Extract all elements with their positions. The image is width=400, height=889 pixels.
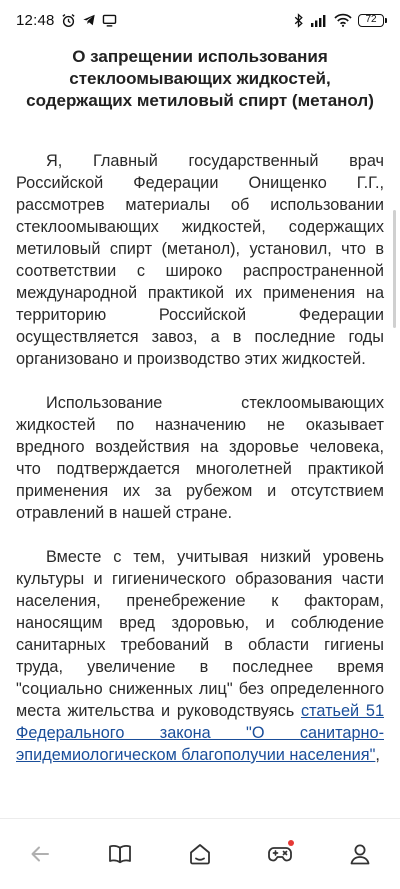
home-icon xyxy=(187,841,213,867)
reader-button[interactable] xyxy=(96,830,144,878)
status-right xyxy=(293,13,384,28)
signal-icon xyxy=(310,14,328,27)
book-icon xyxy=(107,841,133,867)
article-title: О запрещении использования стеклоомывающих жидкостей, содержащих метиловый спирт (метанол) xyxy=(26,47,374,110)
cast-icon xyxy=(102,14,117,27)
article-content[interactable] xyxy=(0,40,400,819)
article-paragraph-2: Использование стеклоомывающих жидкостей по назначению не оказывает вредного воздействия на здоровье человека, что подтверждается многолетней практикой применения их за рубежом и отсутствием отравлений в нашей стране. xyxy=(16,394,384,522)
games-button[interactable] xyxy=(256,830,304,878)
status-bar xyxy=(0,0,400,40)
battery-icon xyxy=(358,14,384,27)
scrollbar[interactable] xyxy=(393,210,396,328)
status-time: 12:48 xyxy=(16,11,55,29)
home-button[interactable] xyxy=(176,830,224,878)
status-left xyxy=(16,12,117,29)
article-paragraph-3 xyxy=(16,546,384,766)
wifi-icon xyxy=(334,13,352,27)
profile-button[interactable] xyxy=(336,830,384,878)
paragraph-3-tail: , xyxy=(375,746,380,764)
law-article-link[interactable]: статьей 51 Федерального закона "О санитарно-эпидемиологическом благополучии населения" xyxy=(16,702,384,764)
bluetooth-icon xyxy=(293,13,304,28)
battery-level: 72 xyxy=(365,14,377,25)
arrow-left-icon xyxy=(27,841,53,867)
telegram-icon xyxy=(82,13,96,27)
back-button[interactable] xyxy=(16,830,64,878)
paragraph-3-text: Вместе с тем, учитывая низкий уровень культуры и гигиенического образования части населения, пренебрежение к факторам, наносящим вред здоровью, и соблюдение санитарных требований в области гигиены труда, увеличение в последнее время "социально сниженных лиц" без определенного места жительства и руководствуясь xyxy=(16,548,384,720)
alarm-icon xyxy=(61,13,76,28)
article-paragraph-1: Я, Главный государственный врач Российской Федерации Онищенко Г.Г., рассмотрев материалы об использовании стеклоомывающих жидкостей, содержащих метиловый спирт (метанол), установил, что в соответствии с широко распространенной международной практикой их применения на территорию Российской Федерации осуществляется завоз, а в последние годы организовано и производство этих жидкостей. xyxy=(16,152,384,368)
bottom-navigation xyxy=(0,818,400,889)
notification-dot xyxy=(288,840,294,846)
user-icon xyxy=(347,841,373,867)
